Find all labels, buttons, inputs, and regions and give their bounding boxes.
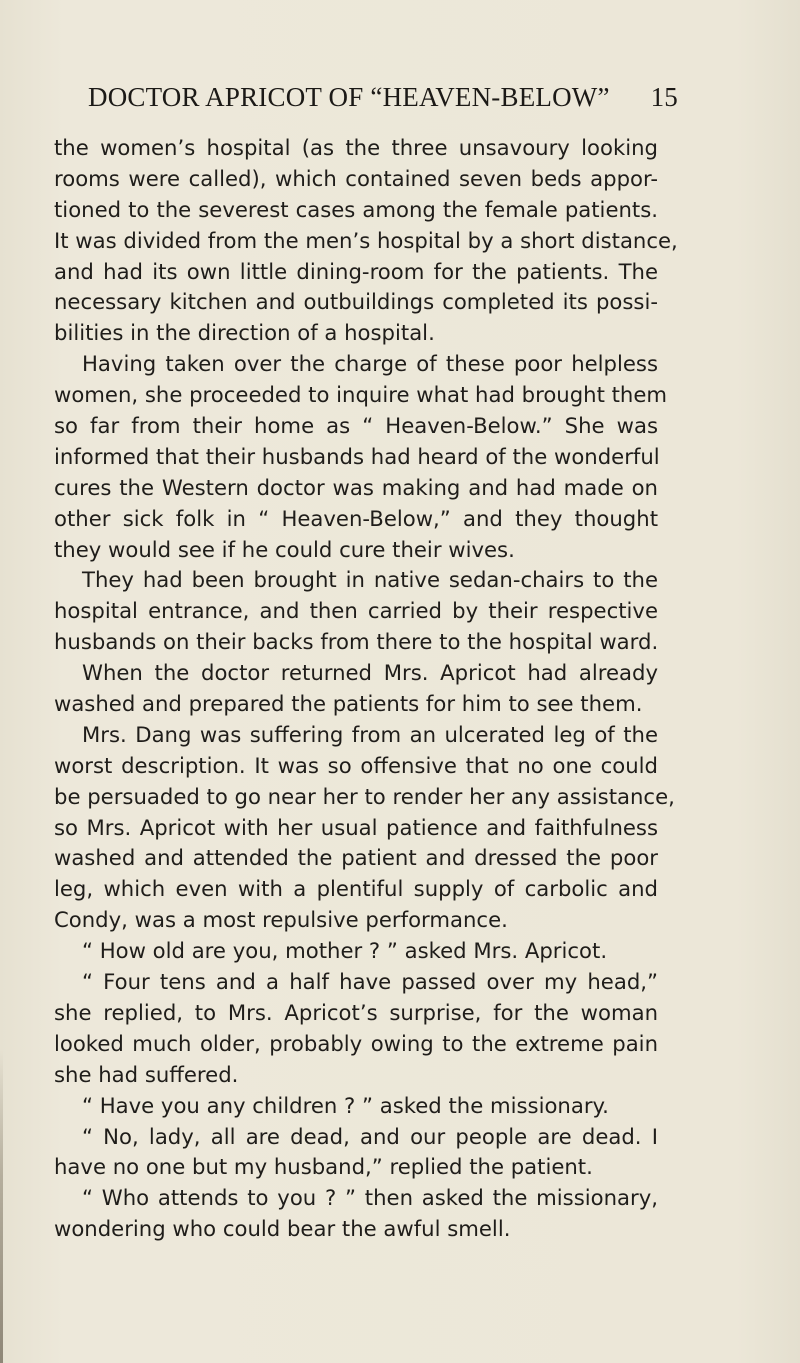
text-line: she had suffered. bbox=[54, 1061, 239, 1087]
text-line: the women’s hospital (as the three unsavoury looking bbox=[54, 135, 658, 160]
text-line: Condy, was a most repulsive performance. bbox=[54, 907, 508, 933]
text-line: leg, which even with a plentiful supply of carbolic and bbox=[54, 876, 658, 902]
text-line: cures the Western doctor was making and had made on bbox=[54, 474, 658, 500]
text-line: tioned to the severest cases among the female patients. bbox=[54, 196, 658, 222]
text-line: bilities in the direction of a hospital. bbox=[54, 320, 435, 346]
text-line: wondering who could bear the awful smell. bbox=[54, 1216, 511, 1242]
text-line: They had been brought in native sedan-chairs to the bbox=[82, 567, 658, 593]
text-line: she replied, to Mrs. Apricot’s surprise, for the woman bbox=[54, 999, 658, 1025]
text-line: looked much older, probably owing to the extreme pain bbox=[54, 1030, 658, 1056]
text-line: husbands on their backs from there to the hospital ward. bbox=[54, 629, 659, 655]
text-line: When the doctor returned Mrs. Apricot had already bbox=[82, 660, 658, 686]
running-title: DOCTOR APRICOT OF “HEAVEN-BELOW” bbox=[88, 82, 610, 112]
text-line: “ How old are you, mother ? ” asked Mrs. Apricot. bbox=[82, 938, 608, 964]
binding-shadow bbox=[0, 1050, 3, 1363]
text-line: Having taken over the charge of these poor helpless bbox=[82, 351, 658, 377]
text-line: Mrs. Dang was suffering from an ulcerated leg of the bbox=[82, 721, 658, 747]
text-line: “ Have you any children ? ” asked the missionary. bbox=[82, 1092, 609, 1118]
page-number: 15 bbox=[650, 82, 678, 112]
text-line: so far from their home as “ Heaven-Below.” She was bbox=[54, 413, 658, 439]
text-line: other sick folk in “ Heaven-Below,” and they thought bbox=[54, 505, 658, 531]
text-line: so Mrs. Apricot with her usual patience and faithfulness bbox=[54, 814, 658, 840]
running-header bbox=[88, 82, 678, 113]
text-line: washed and attended the patient and dressed the poor bbox=[54, 845, 658, 871]
text-line: they would see if he could cure their wives. bbox=[54, 536, 515, 562]
text-line: “ No, lady, all are dead, and our people are dead. I bbox=[82, 1123, 658, 1149]
text-line: have no one but my husband,” replied the patient. bbox=[54, 1154, 593, 1180]
text-line: be persuaded to go near her to render her any assistance, bbox=[54, 783, 675, 809]
text-line: It was divided from the men’s hospital by a short distance, bbox=[54, 227, 678, 253]
text-line: washed and prepared the patients for him to see them. bbox=[54, 691, 643, 717]
text-line: worst description. It was so offensive that no one could bbox=[54, 752, 658, 778]
text-line: “ Who attends to you ? ” then asked the missionary, bbox=[82, 1185, 658, 1211]
text-line: and had its own little dining-room for the patients. The bbox=[54, 258, 658, 284]
text-line: informed that their husbands had heard of the wonderful bbox=[54, 443, 660, 469]
text-line: women, she proceeded to inquire what had brought them bbox=[54, 382, 668, 408]
text-line: necessary kitchen and outbuildings completed its possi- bbox=[54, 289, 658, 315]
text-line: hospital entrance, and then carried by their respective bbox=[54, 598, 658, 624]
body-text bbox=[54, 133, 678, 1245]
text-line: rooms were called), which contained seven beds appor- bbox=[54, 165, 658, 191]
text-line: “ Four tens and a half have passed over my head,” bbox=[82, 969, 658, 995]
